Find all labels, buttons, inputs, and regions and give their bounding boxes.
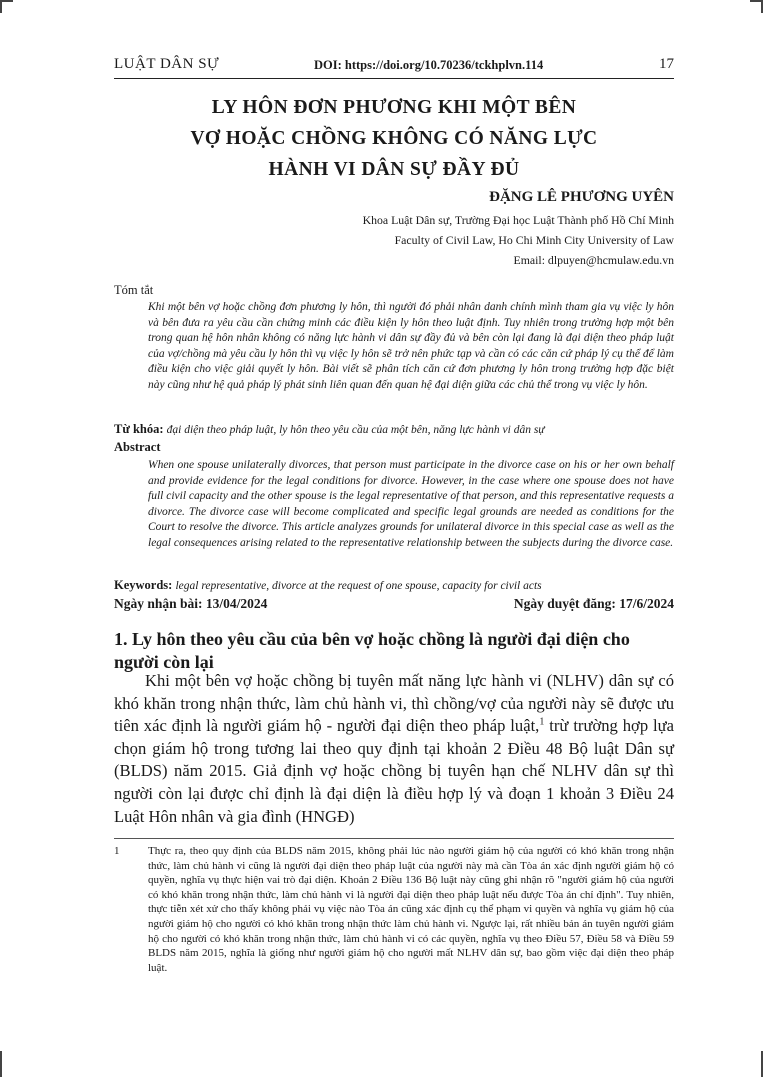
section-heading: 1. Ly hôn theo yêu cầu của bên vợ hoặc chồng là người đại diện cho người còn lại xyxy=(114,629,630,672)
summary-text: Khi một bên vợ hoặc chồng đơn phương ly hôn, thì người đó phải nhân danh chính mình tham gia vụ việc ly hôn và bên đưa ra yêu cầu cần chứng minh các điều kiện ly hôn theo luật định. Tuy nhiên trong trường hợp một bên trong quan hệ hôn nhân không có năng lực hành vi dân sự đầy đủ và bên còn lại đang là đại diện theo pháp luật của vợ/chồng mà yêu cầu ly hôn thì vụ việc ly hôn sẽ trở nên phức tạp và cần có các căn cứ pháp lý cụ thể để làm điều kiện cho việc giải quyết ly hôn. Bài viết sẽ phân tích căn cứ đơn phương ly hôn trong trường hợp đặc biệt này cũng như hệ quả pháp lý phát sinh liên quan đến quan hệ đại diện giữa các chủ thể trong vụ việc ly hôn. xyxy=(148,301,674,391)
author-name: ĐẶNG LÊ PHƯƠNG UYÊN xyxy=(489,189,674,205)
running-header xyxy=(114,56,674,78)
abstract-label: Abstract xyxy=(114,440,161,454)
header-rule xyxy=(114,78,674,79)
keywords-en-text: legal representative, divorce at the request of one spouse, capacity for civil acts xyxy=(175,580,542,592)
abstract-text: When one spouse unilaterally divorces, that person must participate in the divorce case on his or her own behalf and provide evidence for the legal conditions for divorce. However, in the case where one spouse does not have full civil capacity and the other spouse is the legal representative of that person, and this representative requests a divorce. The divorce case will become complicated and specific legal grounds are needed as conditions for the Court to resolve the divorce. This article analyzes grounds for unilateral divorce in this special case as well as the legal consequences arising related to the representative relationship between the subjects during the divorce case. xyxy=(148,459,674,549)
keywords-vi-text: đại diện theo pháp luật, ly hôn theo yêu cầu của một bên, năng lực hành vi dân sự xyxy=(166,424,545,436)
body-text-part2: trừ trường hợp lựa chọn giám hộ trong tương lai theo quy định tại khoản 2 Điều 48 Bộ luật Dân sự (BLDS) năm 2015. Giả định vợ hoặc chồng bị tuyên hạn chế NLHV dân sự thì người còn lại được chỉ định là đại diện là điều hợp lý và đoạn 1 khoản 3 Điều 24 Luật Hôn nhân và gia đình (HNGĐ) xyxy=(114,716,675,826)
date-accepted: Ngày duyệt đăng: 17/6/2024 xyxy=(513,596,674,611)
footnote-ref[interactable]: 1 xyxy=(539,716,545,728)
title-line: HÀNH VI DÂN SỰ ĐẦY ĐỦ xyxy=(268,159,520,180)
affiliation-en: Faculty of Civil Law, Ho Chi Minh City University of Law xyxy=(394,233,674,247)
affiliation-vi: Khoa Luật Dân sự, Trường Đại học Luật Thành phố Hồ Chí Minh xyxy=(362,213,674,227)
keywords-vi-label: Từ khóa: xyxy=(114,422,164,436)
doi-link[interactable]: DOI: https://doi.org/10.70236/tckhplvn.114 xyxy=(314,58,544,72)
title-line: VỢ HOẶC CHỒNG KHÔNG CÓ NĂNG LỰC xyxy=(190,128,598,149)
footnote-rule xyxy=(114,838,674,839)
article-dates xyxy=(114,596,674,614)
summary-label: Tóm tắt xyxy=(114,283,154,297)
article-title xyxy=(114,92,674,185)
footnote-text: Thực ra, theo quy định của BLDS năm 2015, không phải lúc nào người giám hộ của người có khó khăn trong nhận thức, làm chủ hành vi cũng là người đại diện theo pháp luật của người này mà cần Tòa án xác định người giám hộ có quyền, nghĩa vụ thực hiện vai trò đại diện. Khoản 2 Điều 136 Bộ luật này cũng ghi nhận rõ "người giám hộ của người có khó khăn trong nhận thức, làm chủ hành vi là người đại diện theo pháp luật nếu được Tòa án chỉ định". Tuy nhiên, thực tiễn xét xử cho thấy không phải vụ việc nào Tòa án cũng xác định cụ thể phạm vi quyền và nghĩa vụ giám hộ của người giám hộ cho người có khó khăn trong nhận thức làm chủ hành vi. Ngược lại, rất nhiều bản án tuyên người giám hộ cho người có khó khăn trong nhận thức, làm chủ hành vi có các quyền, nghĩa vụ theo Điều 57, Điều 58 và Điều 59 BLDS năm 2015, nghĩa là giống như người giám hộ cho người mất NLHV dân sự, bao gồm việc đại diện theo pháp luật. xyxy=(148,845,674,974)
journal-section: LUẬT DÂN SỰ xyxy=(114,56,220,72)
body-text-part1: Khi một bên vợ hoặc chồng bị tuyên mất năng lực hành vi (NLHV) dân sự có khó khăn trong nhận thức, làm chủ hành vi, thì chồng/vợ của người này sẽ được ưu tiên xác định là người giám hộ - người đại diện theo pháp luật, xyxy=(114,671,674,736)
keywords-en xyxy=(114,578,674,593)
crop-mark-bottom-left xyxy=(0,1051,2,1077)
author-email[interactable]: Email: dlpuyen@hcmulaw.edu.vn xyxy=(513,253,674,267)
date-received: Ngày nhận bài: 13/04/2024 xyxy=(114,596,268,611)
body-paragraph xyxy=(114,670,674,828)
page-number: 17 xyxy=(659,56,674,72)
title-line: LY HÔN ĐƠN PHƯƠNG KHI MỘT BÊN xyxy=(211,97,577,118)
keywords-en-label: Keywords: xyxy=(114,578,173,592)
footnote-number: 1 xyxy=(114,845,120,857)
keywords-vi xyxy=(114,422,674,437)
crop-mark-left-top xyxy=(0,0,2,13)
